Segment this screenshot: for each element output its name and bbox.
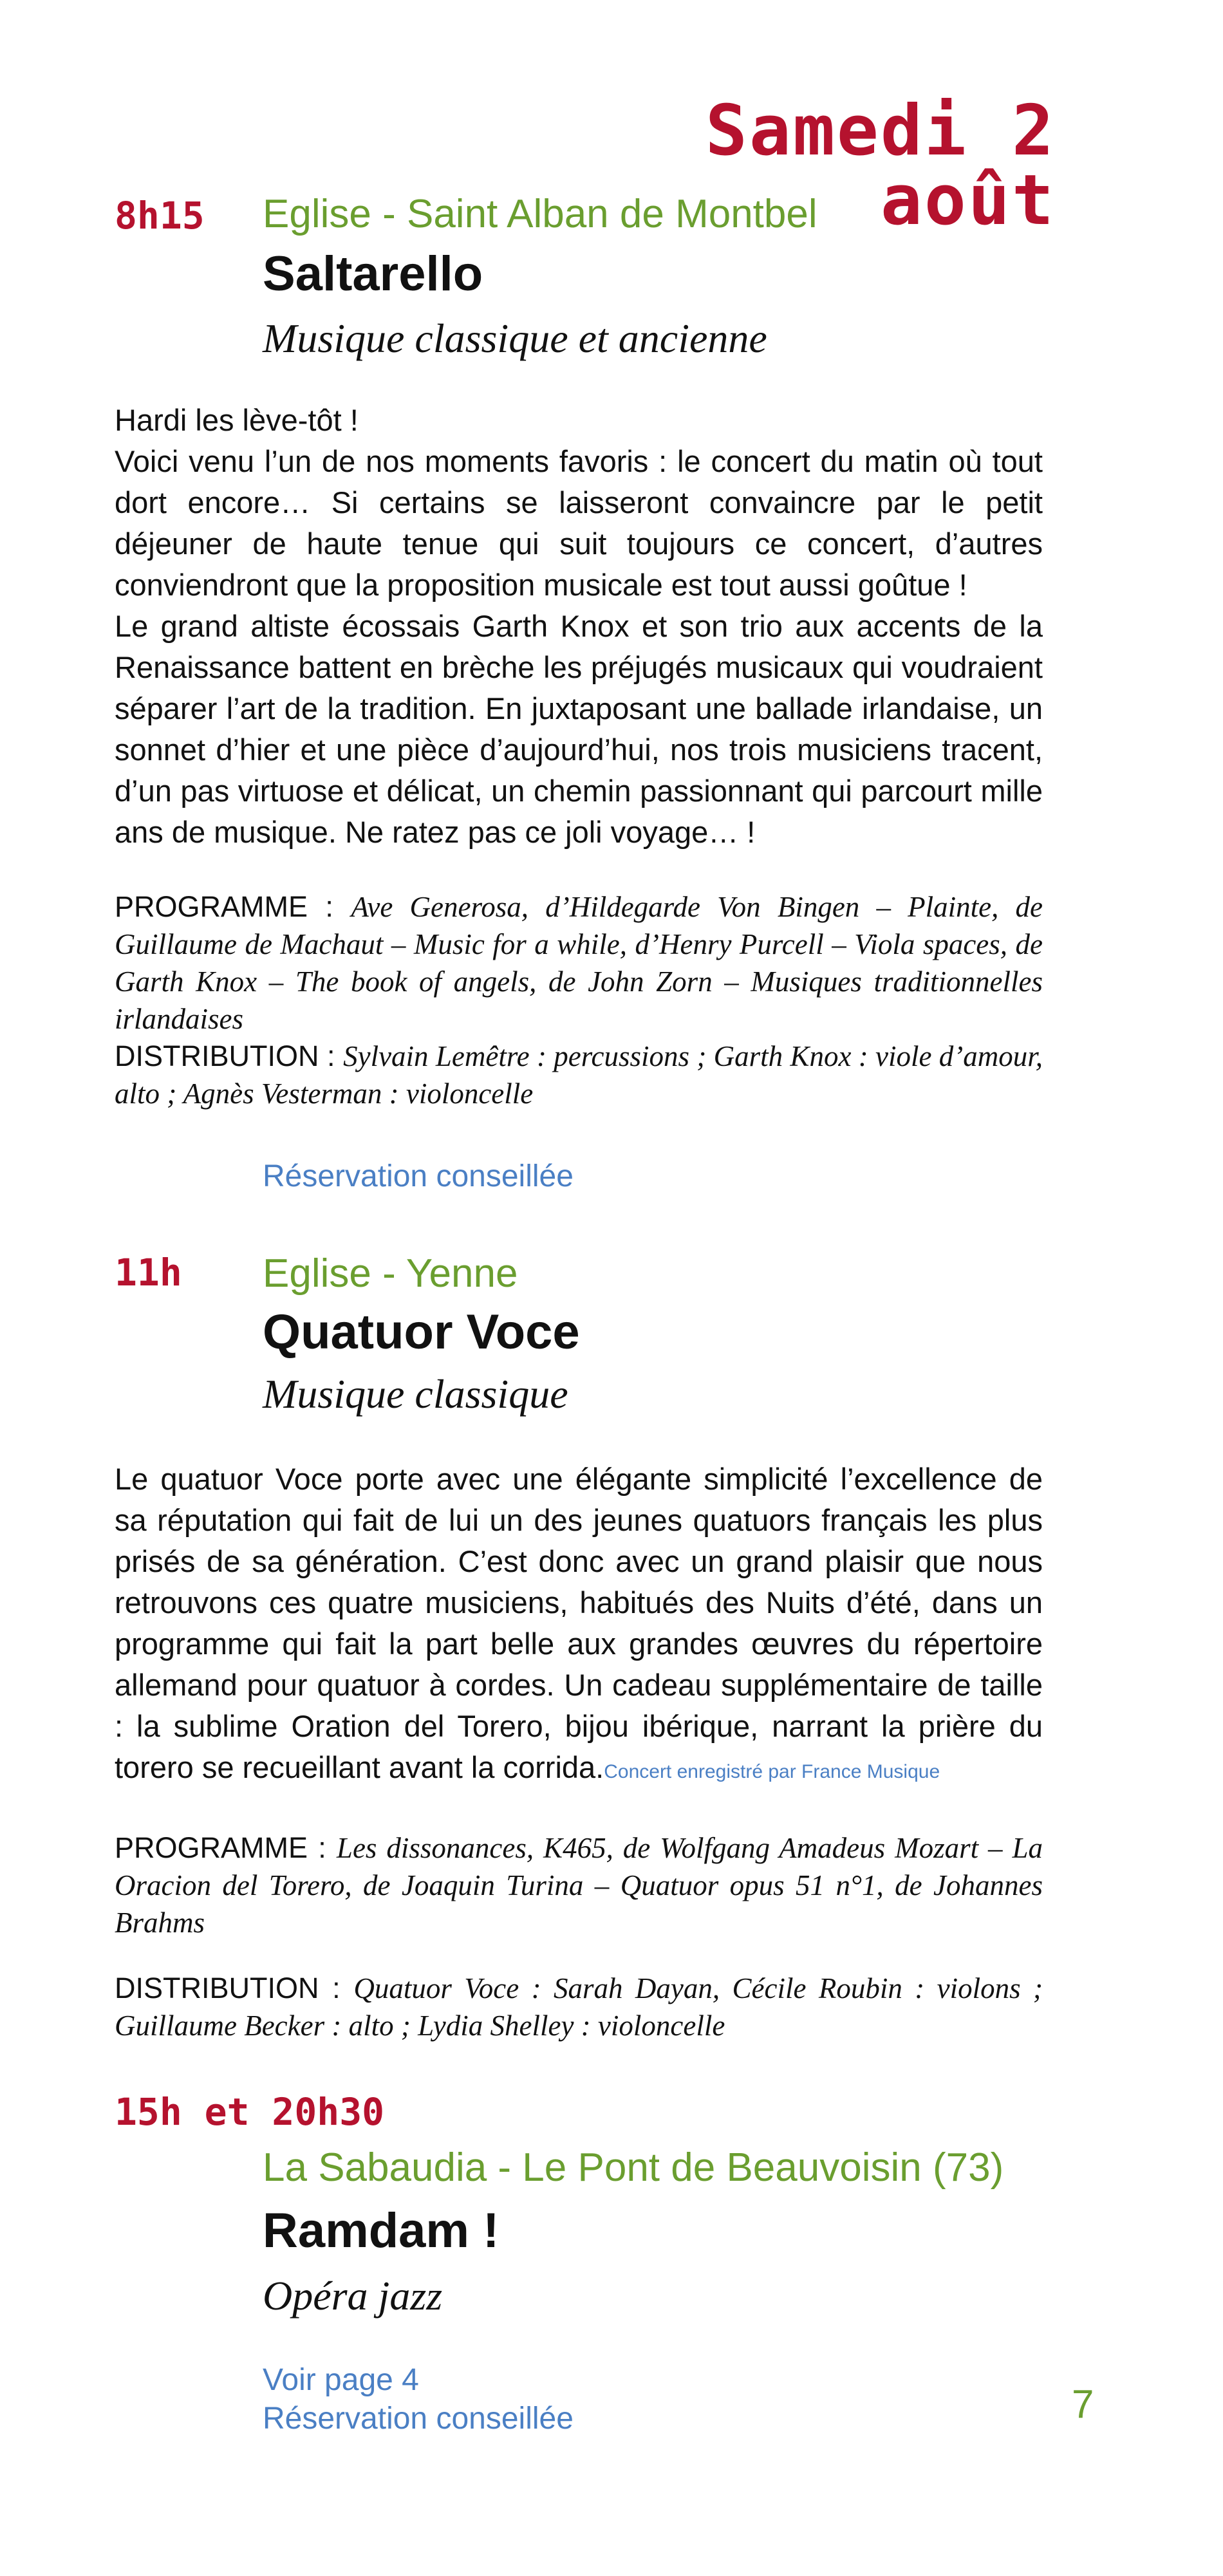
event-genre: Opéra jazz — [263, 2273, 443, 2319]
event-programme — [115, 1829, 1043, 2044]
event-title: Saltarello — [263, 247, 483, 301]
description-paragraph: Voici venu l’un de nos moments favoris : le concert du matin où tout dort encore… Si certains se laisseront convaincre par le petit déjeuner de haute tenue qui suit toujours ce concert, d’autres conviendront que la proposition musicale est tout aussi goûtue ! — [115, 444, 1043, 602]
event-time: 11h — [115, 1251, 182, 1294]
event-venue: La Sabaudia - Le Pont de Beauvoisin (73) — [263, 2145, 1004, 2190]
distribution-label: DISTRIBUTION : — [115, 1972, 354, 2004]
programme-text: Les dissonances, K465, de Wolfgang Amadeus Mozart – La Oracion del Torero, de Joaquin Turina – Quatuor opus 51 n°1, de Johannes Brahms — [115, 1832, 1043, 1939]
programme-label: PROGRAMME : — [115, 890, 351, 923]
description-paragraph: Hardi les lève-tôt ! — [115, 403, 359, 437]
page-number: 7 — [1072, 2382, 1094, 2427]
reservation-link[interactable]: Réservation conseillée — [263, 2402, 574, 2436]
distribution-line — [115, 1970, 1043, 2044]
event-venue: Eglise - Yenne — [263, 1251, 518, 1296]
description-text: Le quatuor Voce porte avec une élégante simplicité l’excellence de sa réputation qui fait de lui un des jeunes quatuors français les plus prisés de sa génération. C’est donc avec un grand plaisir que nous retrouvons ces quatre musiciens, habitués des Nuits d’été, dans un programme qui fait la part belle aux grandes œuvres du répertoire allemand pour quatuor à cordes. Un cadeau supplémentaire de taille : la sublime Oration del Torero, bijou ibérique, narrant la prière du torero se recueillant avant la corrida. — [115, 1462, 1043, 1784]
distribution-line — [115, 1038, 1043, 1112]
event-description — [115, 400, 1043, 853]
recording-note: Concert enregistré par France Musique — [604, 1761, 940, 1782]
page-title: Samedi 2 août — [705, 91, 1056, 241]
event-title: Quatuor Voce — [263, 1305, 580, 1359]
distribution-text: Quatuor Voce : Sarah Dayan, Cécile Roubin : violons ; Guillaume Becker : alto ; Lydia Shelley : violoncelle — [115, 1972, 1043, 2042]
description-paragraph — [115, 1459, 1043, 1793]
event-time: 8h15 — [115, 194, 205, 238]
event-description — [115, 1459, 1043, 1793]
distribution-label: DISTRIBUTION : — [115, 1040, 344, 1072]
event-time: 15h et 20h30 — [115, 2090, 385, 2134]
event-genre: Musique classique et ancienne — [263, 315, 767, 361]
programme-line — [115, 1829, 1043, 1941]
see-page-link[interactable]: Voir page 4 — [263, 2363, 419, 2397]
programme-text: Ave Generosa, d’Hildegarde Von Bingen – Plainte, de Guillaume de Machaut – Music for a while, d’Henry Purcell – Viola spaces, de Garth Knox – The book of angels, de John Zorn – Musiques traditionnelles irlandaises — [115, 891, 1043, 1035]
description-paragraph: Le grand altiste écossais Garth Knox et son trio aux accents de la Renaissance battent en brèche les préjugés musicaux qui voudraient séparer l’art de la tradition. En juxtaposant une ballade irlandaise, un sonnet d’hier et une pièce d’aujourd’hui, nos trois musiciens tracent, d’un pas virtuose et délicat, un chemin passionnant qui parcourt mille ans de musique. Ne ratez pas ce joli voyage… ! — [115, 609, 1043, 849]
event-programme — [115, 888, 1043, 1112]
distribution-text: Sylvain Lemêtre : percussions ; Garth Knox : viole d’amour, alto ; Agnès Vesterman : violoncelle — [115, 1040, 1043, 1110]
event-title: Ramdam ! — [263, 2203, 499, 2258]
programme-label: PROGRAMME : — [115, 1831, 337, 1864]
programme-line — [115, 888, 1043, 1038]
reservation-link[interactable]: Réservation conseillée — [263, 1159, 574, 1193]
event-genre: Musique classique — [263, 1371, 568, 1417]
event-venue: Eglise - Saint Alban de Montbel — [263, 192, 817, 236]
